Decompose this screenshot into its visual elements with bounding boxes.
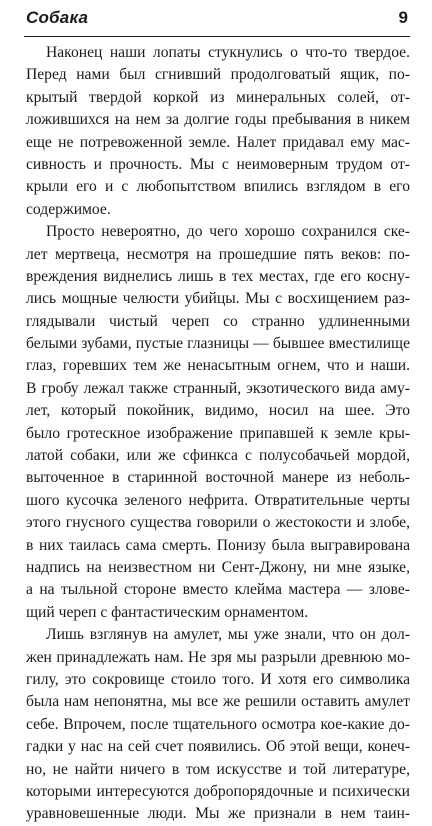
text-line: уравновешенные люди. Мы же признали в нем таин- <box>26 805 410 823</box>
text-line: глядывали чистый череп со странно удлиненными <box>26 312 410 330</box>
body-text <box>26 42 410 826</box>
text-line: глаз, горевших тем же ненасытным огнем, что и наши. <box>26 357 410 375</box>
text-line: себе. Впрочем, после тщательного осмотра кое-какие до- <box>26 715 410 733</box>
text-line: белыми зубами, пустые глазницы — бывшее вместилище <box>26 335 410 353</box>
text-line: еще не потревоженной земле. Налет придавал ему мас- <box>26 133 410 151</box>
text-line: шого кусочка зеленого нефрита. Отвратительные черты <box>26 491 410 509</box>
text-line: крытый твердой коркой из минеральных солей, от- <box>26 88 410 106</box>
running-title: Собака <box>26 8 89 27</box>
text-line: надпись на неизвестном ни Сент-Джону, ни мне языке, <box>26 558 410 576</box>
text-line: этого гнусного существа говорили о жестокости и злобе, <box>26 514 410 532</box>
text-line: ложившихся на нем за долгие годы пребывания в никем <box>26 111 410 129</box>
text-line: содержимое. <box>26 200 111 218</box>
text-line: которыми интересуются добропорядочные и психически <box>26 782 410 800</box>
text-line: жен принадлежать нам. Не зря мы разрыли древнюю мо- <box>26 648 410 666</box>
text-line: лись мощные челюсти убийцы. Мы с восхищением раз- <box>26 290 410 308</box>
running-header <box>24 6 410 37</box>
text-line: выточенное в старинной восточной манере из неболь- <box>26 469 410 487</box>
text-line: а на тыльной стороне вместо клейма мастера — зловe- <box>26 581 410 599</box>
text-line: но, не найти ничего в том искусстве и той литературе, <box>26 760 410 778</box>
text-line: Перед нами был сгнивший продолговатый ящик, по- <box>26 66 410 84</box>
text-line: сивность и прочность. Мы с неимоверным трудом от- <box>26 155 410 173</box>
text-line: Наконец наши лопаты стукнулись о что-то твердое. <box>46 44 410 61</box>
text-line: Просто невероятно, до чего хорошо сохранился ске- <box>46 223 410 241</box>
text-line: в них таилась сама смерть. Понизу была выгравирована <box>26 536 410 554</box>
text-line: латой собаки, или же сфинкса с полусобачьей мордой, <box>26 447 410 465</box>
text-line: лет мертвеца, несмотря на прошедшие пять веков: по- <box>26 245 410 263</box>
text-line: лет, который покойник, видимо, носил на шее. Это <box>26 402 410 420</box>
text-line: Лишь взглянув на амулет, мы уже знали, что он дол- <box>46 626 410 644</box>
text-line: было гротескное изображение припавшей к земле кры- <box>26 424 410 442</box>
text-line: была нам непонятна, мы все же решили оставить амулет <box>26 693 410 711</box>
text-line: гадки у нас на сей счет появились. Об этой вещи, конеч- <box>26 738 410 756</box>
text-line: щий череп с фантастическим орнаментом. <box>26 603 309 621</box>
text-line: гилу, это сокровище стоило того. И хотя его символика <box>26 670 410 688</box>
text-line: В гробу лежал также странный, экзотического вида аму- <box>26 379 410 397</box>
text-line: крыли его и с любопытством впились взглядом в его <box>26 178 410 196</box>
text-line: вреждения виднелись лишь в тех местах, где его косну- <box>26 267 410 285</box>
page-number: 9 <box>398 8 408 27</box>
